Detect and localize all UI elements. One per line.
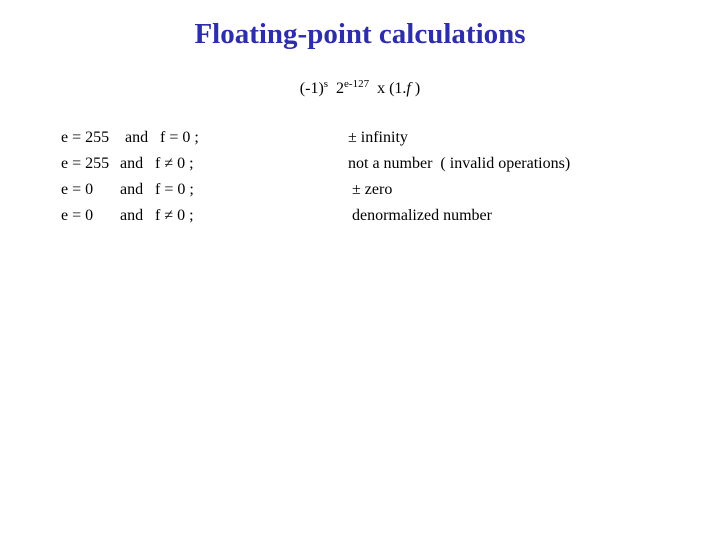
f-condition: f = 0 ; <box>155 181 194 198</box>
formula-mantissa-close: ) <box>414 80 421 97</box>
formula-mantissa-var: f <box>406 80 411 97</box>
connector: and <box>120 207 144 224</box>
case-meaning: not a number ( invalid operations) <box>348 155 571 172</box>
case-meaning: denormalized number <box>348 207 492 224</box>
e-condition: e = 255 <box>61 155 110 172</box>
connector: and <box>120 181 144 198</box>
e-condition: e = 0 <box>61 181 94 198</box>
connector: and <box>120 155 144 172</box>
formula-power-base: 2 <box>336 80 345 97</box>
ieee-formula <box>0 78 720 98</box>
connector: and <box>125 129 149 146</box>
f-condition: f ≠ 0 ; <box>155 155 194 172</box>
case-row-nan <box>0 153 720 175</box>
formula-mantissa-open: (1. <box>389 80 407 97</box>
f-condition: f = 0 ; <box>160 129 199 146</box>
formula-power-exponent: e-127 <box>344 78 370 90</box>
case-meaning: ± zero <box>348 181 393 198</box>
formula-sign-base: (-1) <box>299 80 324 97</box>
formula-times: x <box>377 80 386 97</box>
e-condition: e = 0 <box>61 207 94 224</box>
f-condition: f ≠ 0 ; <box>155 207 194 224</box>
case-row-infinity <box>0 127 720 149</box>
e-condition: e = 255 <box>61 129 110 146</box>
case-meaning: ± infinity <box>348 129 408 146</box>
page-title: Floating-point calculations <box>194 18 526 50</box>
formula-sign-exponent: s <box>323 78 329 90</box>
case-row-denormalized <box>0 205 720 227</box>
case-row-zero <box>0 179 720 201</box>
